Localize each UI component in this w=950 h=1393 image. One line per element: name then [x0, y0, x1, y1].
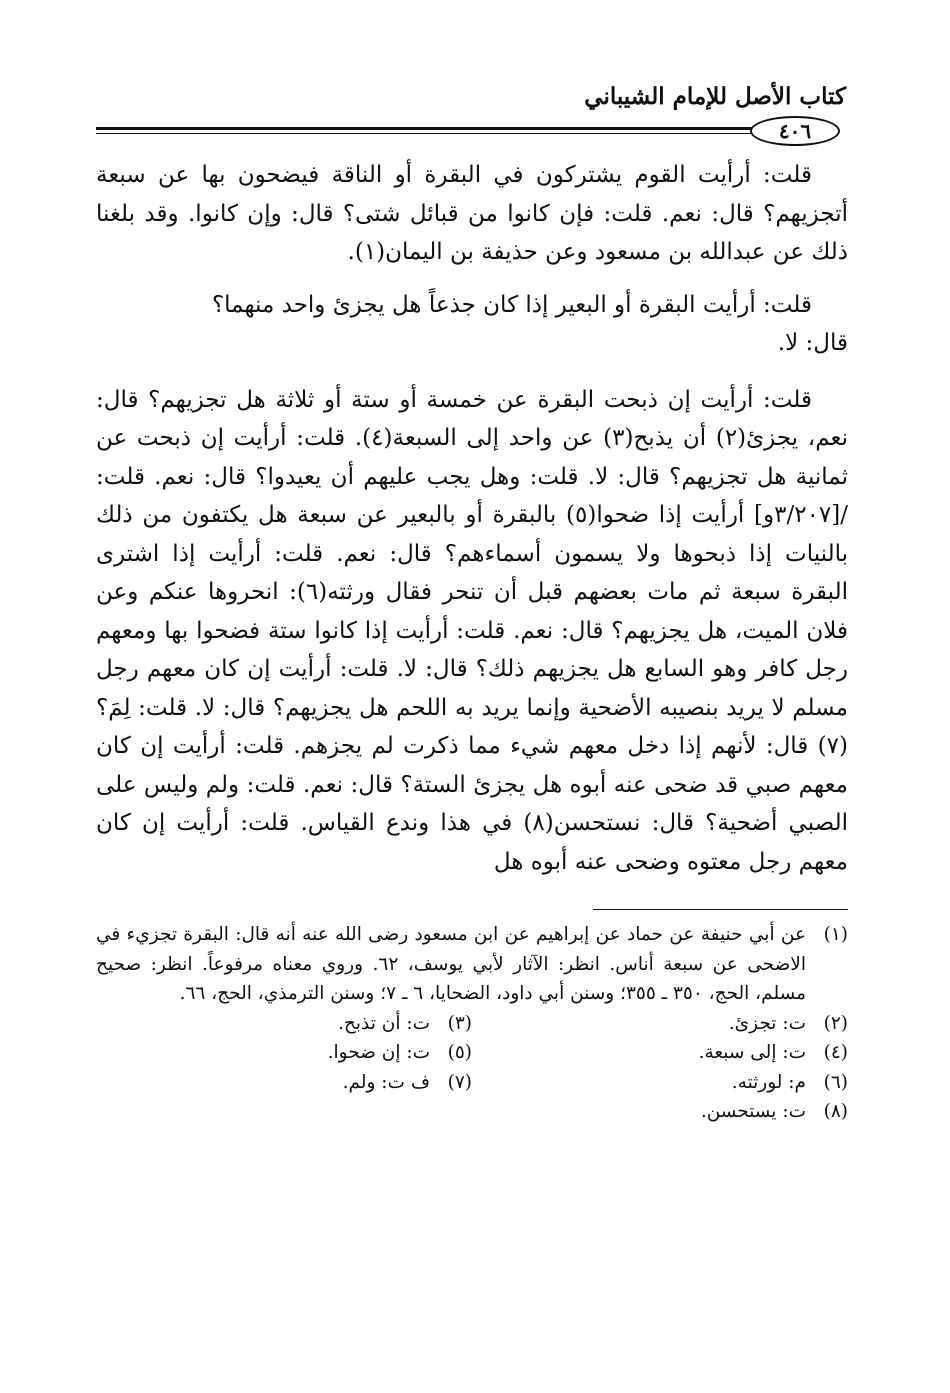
page-number: ٤٠٦: [750, 116, 840, 146]
footnote-text: م: لورثته.: [731, 1071, 806, 1093]
footnote: [96, 1009, 472, 1039]
footnote: [472, 1038, 848, 1068]
footnote: [472, 1068, 848, 1098]
main-text: [96, 156, 848, 881]
footnote-text: عن أبي حنيفة عن حماد عن إبراهيم عن ابن مسعود رضى الله عنه أنه قال: البقرة تجزيء في الاضحى عن سبعة أناس. انظر: الآثار لأبي يوسف، ٦٢. وروي معناه مرفوعاً. انظر: صحيح مسلم، الحج، ٣٥٠ ـ ٣٥٥؛ وسنن أبي داود، الضحايا، ٦ ـ ٧؛ وسنن الترمذي، الحج، ٦٦.: [96, 924, 806, 1004]
footnote-separator: [593, 909, 848, 910]
footnote-number: (٣): [447, 1012, 472, 1034]
footnotes: [96, 920, 848, 1127]
footnote-text: ت: يستحسن.: [700, 1101, 806, 1122]
header-rule-thick: [96, 127, 753, 130]
footnote-text: ف ت: ولم.: [342, 1071, 430, 1093]
header-rule: [96, 116, 848, 148]
paragraph: قال: لا.: [777, 330, 848, 356]
footnote-text: ت: أن تذبح.: [338, 1012, 430, 1034]
paragraph: قلت: أرأيت البقرة أو البعير إذا كان جذعاً هل يجزئ واحد منهما؟: [211, 291, 812, 318]
running-head-title: كتاب الأصل للإمام الشيباني: [584, 83, 846, 110]
paragraph: قلت: أرأيت إن ذبحت البقرة عن خمسة أو ستة أو ثلاثة هل تجزيهم؟ قال: نعم، يجزئ(٢) أن يذبح(٣) عن واحد إلى السبعة(٤). قلت: أرأيت إن ذبحت عن ثمانية هل تجزيهم؟ قال: لا. قلت: وهل يجب عليهم أن يعيدوا؟ قال: نعم. قلت: /[٣/٢٠٧و] أرأيت إذا ضحوا(٥) بالبقرة أو بالبعير عن سبعة هل يكتفون من ذلك بالنيات إذا ذبحوها ولا يسمون أسماءهم؟ قال: نعم. قلت: أرأيت إذا اشترى البقرة سبعة ثم مات بعضهم قبل أن تنحر فقال ورثته(٦): انحروها عنكم وعن فلان الميت، هل يجزيهم؟ قال: نعم. قلت: أرأيت إذا كانوا ستة فضحوا بها ومعهم رجل كافر وهو السابع هل يجزيهم ذلك؟ قال: لا. قلت: أرأيت إن كان معهم رجل مسلم لا يريد بنصيبه الأضحية وإنما يريد به اللحم هل يجزيهم؟ قال: لا. قلت: لِمَ؟(٧) قال: لأنهم إذا دخل معهم شيء مما ذكرت لم يجزهم. قلت: أرأيت إن كان معهم صبي قد ضحى عنه أبوه هل يجزئ الستة؟ قال: نعم. قلت: ولم وليس على الصبي أضحية؟ قال: نستحسن(٨) في هذا وندع القياس. قلت: أرأيت إن كان معهم رجل معتوه وضحى عنه أبوه هل: [96, 386, 849, 875]
footnote-number: (٥): [447, 1042, 472, 1063]
footnote-number: (٢): [823, 1012, 848, 1034]
footnote-number: (١): [823, 924, 848, 945]
footnote-number: (٧): [447, 1071, 472, 1093]
footnote-number: (٨): [823, 1101, 848, 1122]
footnote-number: (٤): [823, 1042, 848, 1063]
book-page: [96, 80, 848, 1127]
footnote: [96, 920, 848, 1009]
footnote-row: [96, 1068, 848, 1098]
footnote-row: [96, 1009, 848, 1039]
footnote: [96, 1097, 848, 1127]
paragraph: قلت: أرأيت القوم يشتركون في البقرة أو الناقة فيضحون بها عن سبعة أتجزيهم؟ قال: نعم. قلت: فإن كانوا من قبائل شتى؟ قال: وإن كانوا. وقد بلغنا ذلك عن عبدالله بن مسعود وعن حذيفة بن اليمان(١).: [96, 162, 848, 265]
footnote: [96, 1068, 472, 1098]
footnote-text: ت: تجزئ.: [728, 1012, 806, 1034]
footnote: [472, 1009, 848, 1039]
footnote: [96, 1038, 472, 1068]
footnote-text: ت: إلى سبعة.: [698, 1042, 806, 1063]
footnote-number: (٦): [823, 1071, 848, 1093]
footnote-row: [96, 1038, 848, 1068]
footnote-text: ت: إن ضحوا.: [327, 1042, 430, 1063]
header-rule-thin: [96, 133, 753, 134]
